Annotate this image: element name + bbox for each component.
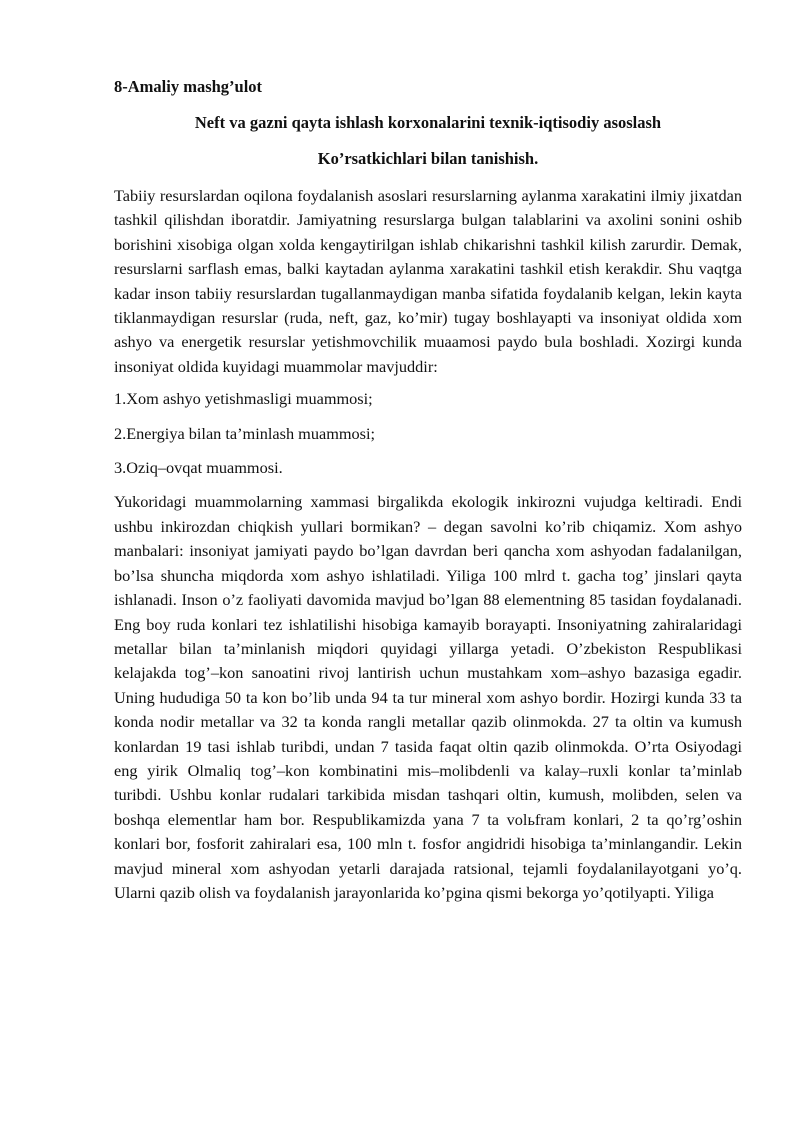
document-page bbox=[114, 76, 742, 913]
document-subtitle: Ko’rsatkichlari bilan tanishish. bbox=[317, 149, 539, 168]
practical-lesson-label: 8-Amaliy mashg’ulot bbox=[114, 77, 263, 96]
document-title: Neft va gazni qayta ishlash korxonalarini texnik-iqtisodiy asoslash bbox=[194, 113, 662, 132]
intro-paragraph: Tabiiy resurslardan oqilona foydalanish asoslari resurslarning aylanma xarakatini ilmiy jixatdan tashkil qilishdan iboratdir. Jamiyatning resurslarga bulgan talablarini va axolini sonini oshib borishini xisobiga olgan xolda kengaytirilgan ishlab chikarishni tashkil kilish zarurdir. Demak, resurslarni sarflash emas, balki kaytadan aylanma xarakatini tashkil etish kerakdir. Shu vaqtga kadar inson tabiiy resurslardan tugallanmaydigan manba sifatida foydalanib kelgan, lekin kayta tiklanmaydigan resurslar (ruda, neft, gaz, ko’mir) tugay boshlayapti va insoniyat oldida xom ashyo va energetik resurslar yetishmovchilik muaamosi paydo bula boshladi. Xozirgi kunda insoniyat oldida kuyidagi muammolar mavjuddir: bbox=[114, 186, 742, 376]
list-item-2: 2.Energiya bilan ta’minlash muammosi; bbox=[114, 423, 376, 443]
body-paragraph: Yukoridagi muammolarning xammasi birgalikda ekologik inkirozni vujudga keltiradi. Endi ushbu inkirozdan chiqkish yullari bormikan? – degan savolni ko’rib chiqamiz. Xom ashyo manbalari: insoniyat jamiyati paydo bo’lgan davrdan beri qancha xom ashyodan fadalanilgan, bo’lsa shuncha miqdorda xom ashyo ishlatiladi. Yiliga 100 mlrd t. gacha tog’ jinslari qayta ishlanadi. Inson o’z faoliyati davomida mavjud bo’lgan 88 elementning 85 tasidan foydalanadi. Eng boy ruda konlari tez ishlatilishi hisobiga kamayib borayapti. Insoniyatning zahiralaridagi metallar bilan ta’minlanish miqdori quyidagi yillarga yetadi. O’zbekiston Respublikasi kelajakda tog’–kon sanoatini rivoj lantirish uchun mustahkam xom–ashyo bazasiga egadir. Uning hududiga 50 ta kon bo’lib unda 94 ta tur mineral xom ashyo bordir. Hozirgi kunda 33 ta konda nodir metallar va 32 ta konda rangli metallar qazib olinmokda. 27 ta oltin va kumush konlardan 19 tasi ishlab turibdi, undan 7 tasida faqat oltin qazib olinmokda. O’rta Osiyodagi eng yirik Olmaliq tog’–kon kombinatini mis–molibdenli va kalay–ruxli konlar ta’minlab turibdi. Ushbu konlar rudalari tarkibida misdan tashqari oltin, kumush, molibden, selen va boshqa elementlar ham bor. Respublikamizda yana 7 ta volьfram konlari, 2 ta qo’rg’oshin konlari bor, fosforit zahiralari esa, 100 mln t. fosfor angidridi hisobiga ta’minlangandir. Lekin mavjud mineral xom ashyodan yetarli darajada ratsional, tejamli foydalanilayotgani yo’q. Ularni qazib olish va foydalanish jarayonlarida ko’pgina qismi bekorga yo’qotilyapti. Yiliga bbox=[114, 492, 742, 902]
list-item-1: 1.Xom ashyo yetishmasligi muammosi; bbox=[114, 389, 373, 409]
list-item-3: 3.Oziq–ovqat muammosi. bbox=[114, 458, 283, 478]
